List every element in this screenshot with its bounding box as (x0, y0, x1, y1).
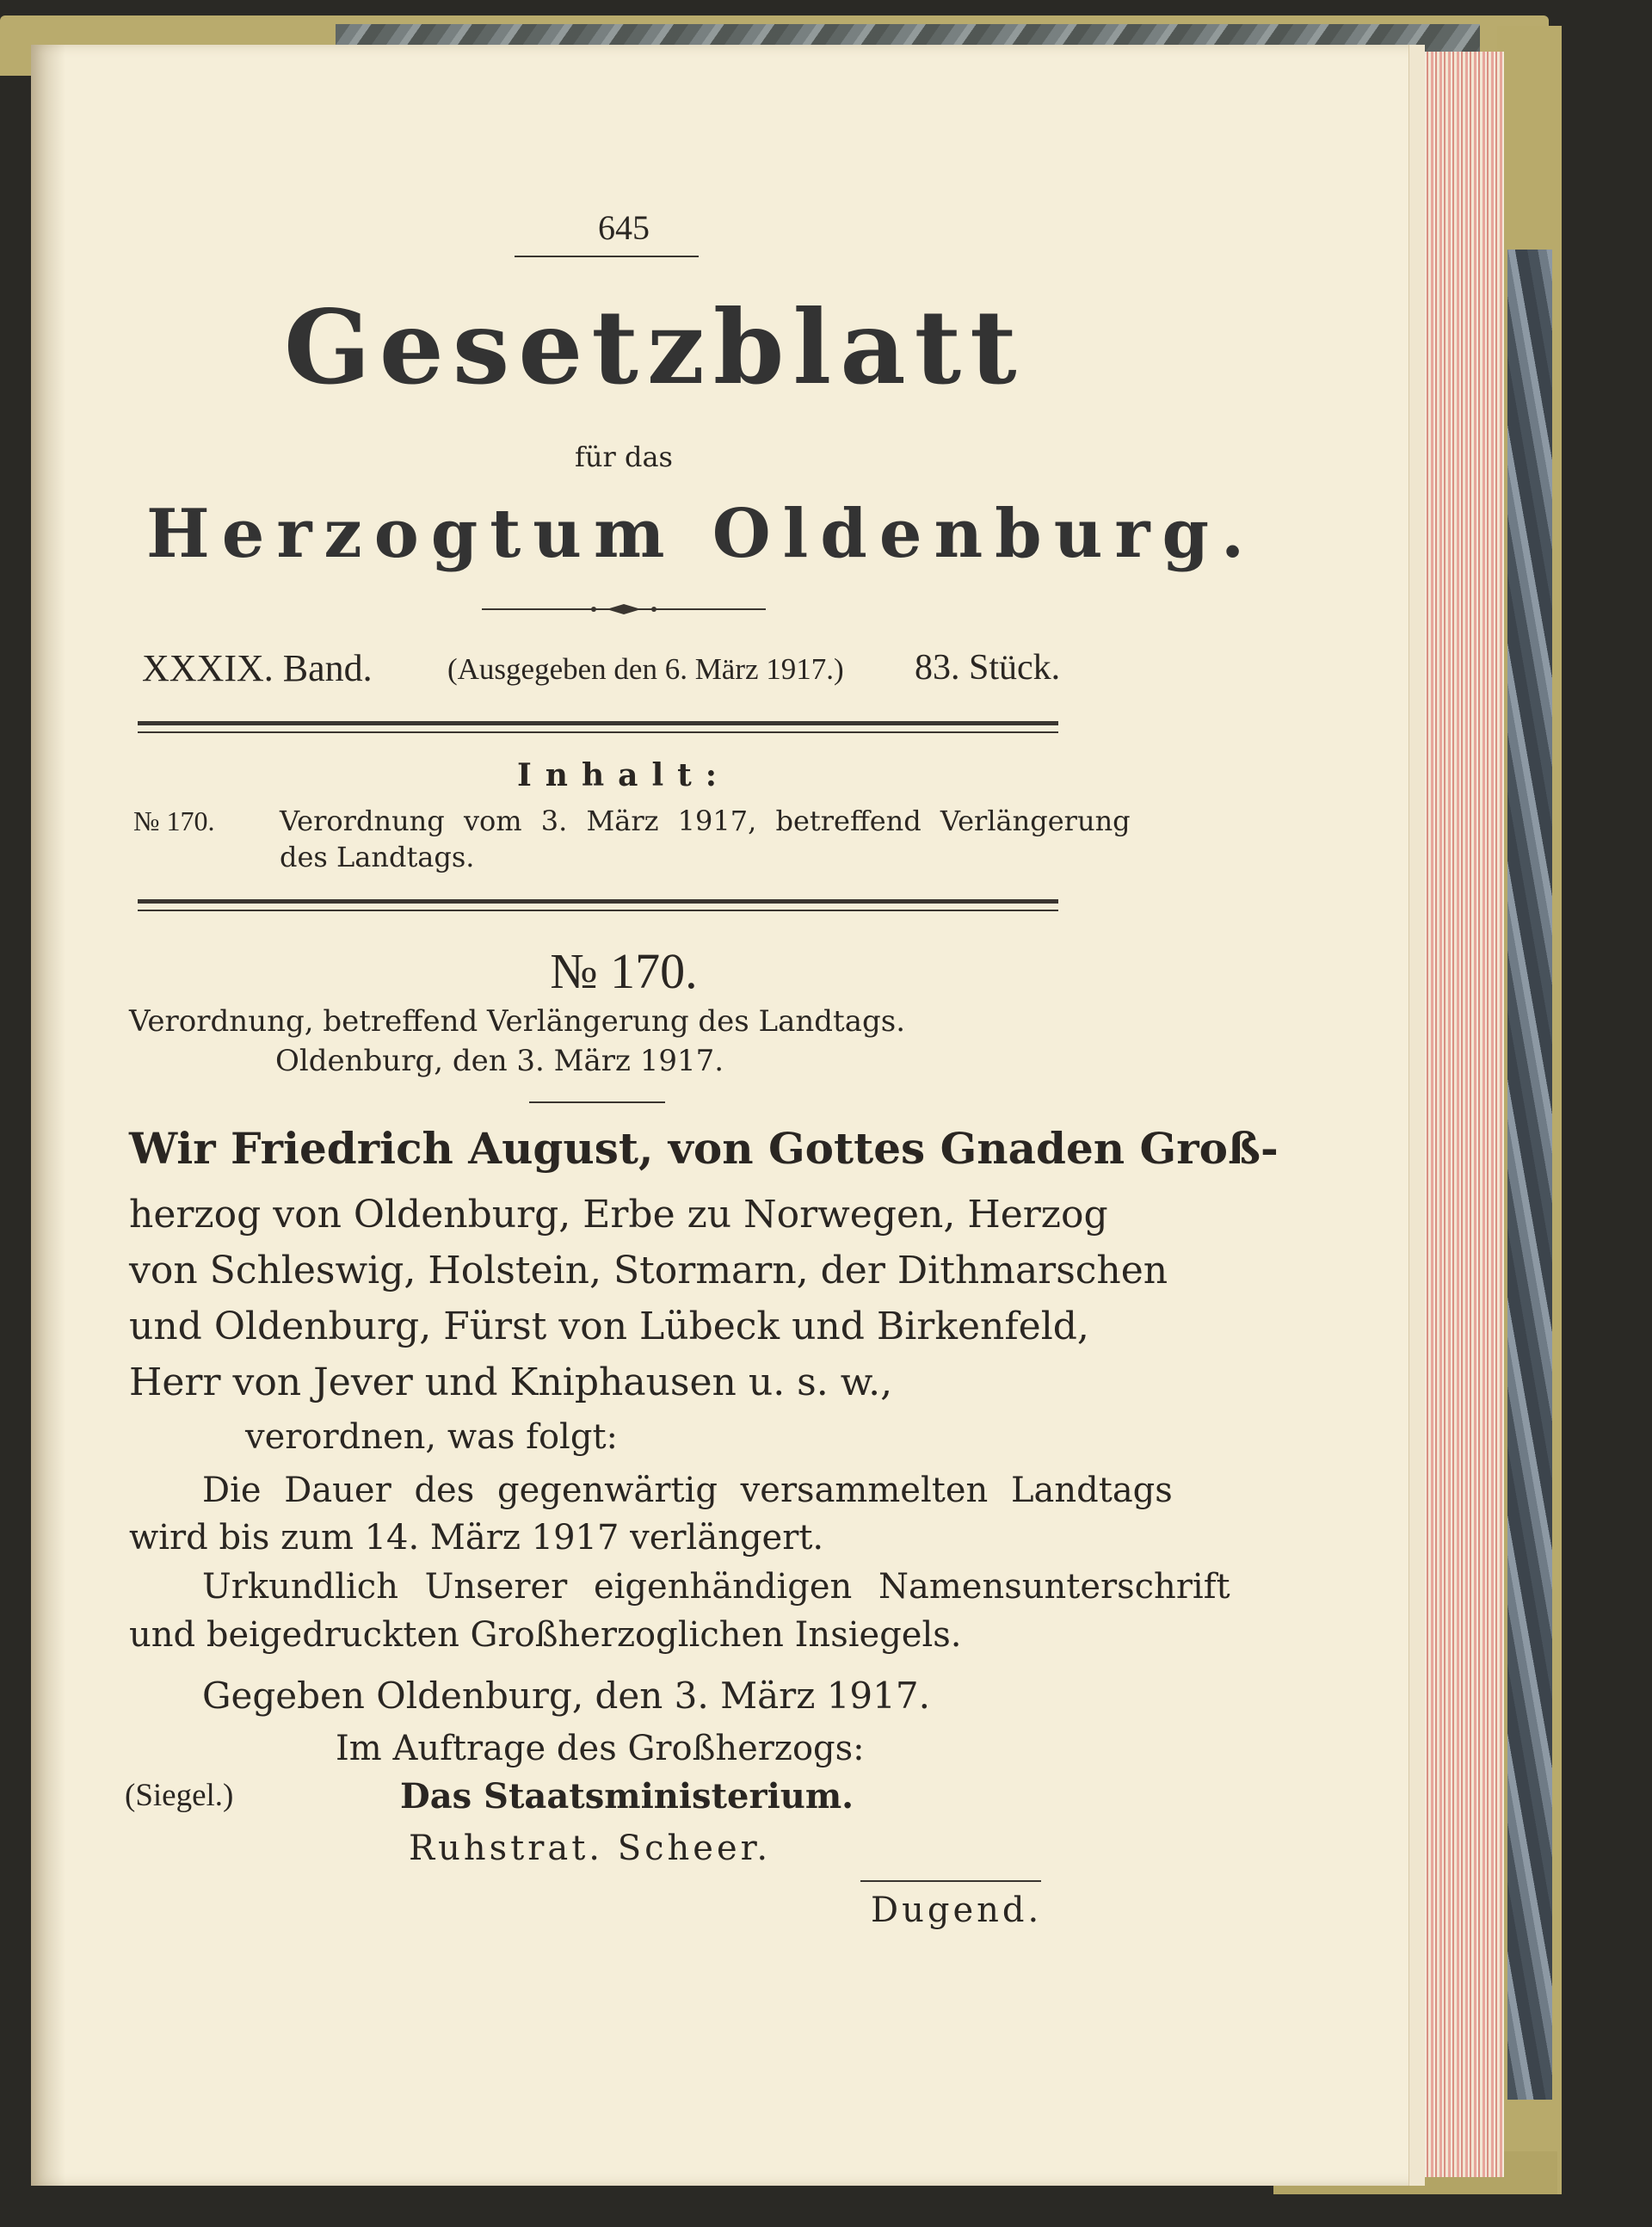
body-line: verordnen, was folgt: (245, 1417, 618, 1457)
decree-rule (529, 1101, 665, 1103)
contents-entry-line1: Verordnung vom 3. März 1917, betreffend Verlängerung (280, 805, 1131, 837)
body-line: und beigedruckten Großherzoglichen Insiegels. (129, 1615, 962, 1655)
body-line: wird bis zum 14. März 1917 verlängert. (129, 1518, 824, 1558)
body-line: Wir Friedrich August, von Gottes Gnaden Groß- (129, 1123, 1279, 1174)
page-title: Gesetzblatt (284, 287, 1026, 407)
issue-number: 83. Stück. (915, 648, 1061, 688)
marbled-endpaper-right (1507, 250, 1552, 2100)
contents-rule-thin (138, 910, 1058, 911)
ornament-divider (482, 602, 766, 616)
body-line: Gegeben Oldenburg, den 3. März 1917. (202, 1675, 930, 1717)
signers: Ruhstrat. Scheer. (409, 1829, 772, 1868)
decree-title: Verordnung, betreffend Verlängerung des Landtags. (129, 1004, 905, 1039)
contents-entry-number: № 170. (133, 805, 215, 836)
page-number-rule (515, 256, 699, 257)
page-edge (1409, 45, 1425, 2186)
duchy-title: Herzogtum Oldenburg. (146, 495, 1257, 573)
body-line: Im Auftrage des Großherzogs: (336, 1729, 865, 1768)
body-line: von Schleswig, Holstein, Stormarn, der Dithmarschen (129, 1249, 1168, 1292)
contents-rule-thick (138, 899, 1058, 904)
volume-label: XXXIX. Band. (142, 647, 373, 689)
page-gutter (31, 45, 65, 2186)
seal-label: (Siegel.) (125, 1778, 234, 1813)
body-line: Herr von Jever und Kniphausen u. s. w., (129, 1360, 893, 1404)
decree-place-date: Oldenburg, den 3. März 1917. (275, 1044, 724, 1078)
page-number: 645 (598, 208, 650, 247)
decree-number: № 170. (550, 943, 698, 999)
countersignature: Dugend. (871, 1891, 1043, 1930)
ministry-name: Das Staatsministerium. (400, 1776, 854, 1817)
contents-entry-line2: des Landtags. (280, 841, 475, 873)
header-rule-thin (138, 731, 1058, 733)
body-line: Die Dauer des gegenwärtig versammelten Landtags (202, 1471, 1173, 1510)
body-line: und Oldenburg, Fürst von Lübeck und Birkenfeld, (129, 1305, 1089, 1348)
contents-heading: Inhalt: (516, 757, 731, 793)
body-line: herzog von Oldenburg, Erbe zu Norwegen, Herzog (129, 1193, 1108, 1237)
body-line: Urkundlich Unserer eigenhändigen Namensunterschrift (202, 1567, 1230, 1607)
subtitle: für das (575, 441, 673, 473)
issue-date: (Ausgegeben den 6. März 1917.) (447, 652, 844, 686)
header-rule-thick (138, 721, 1058, 725)
countersign-rule (860, 1880, 1041, 1882)
page-edges (1411, 52, 1504, 2177)
